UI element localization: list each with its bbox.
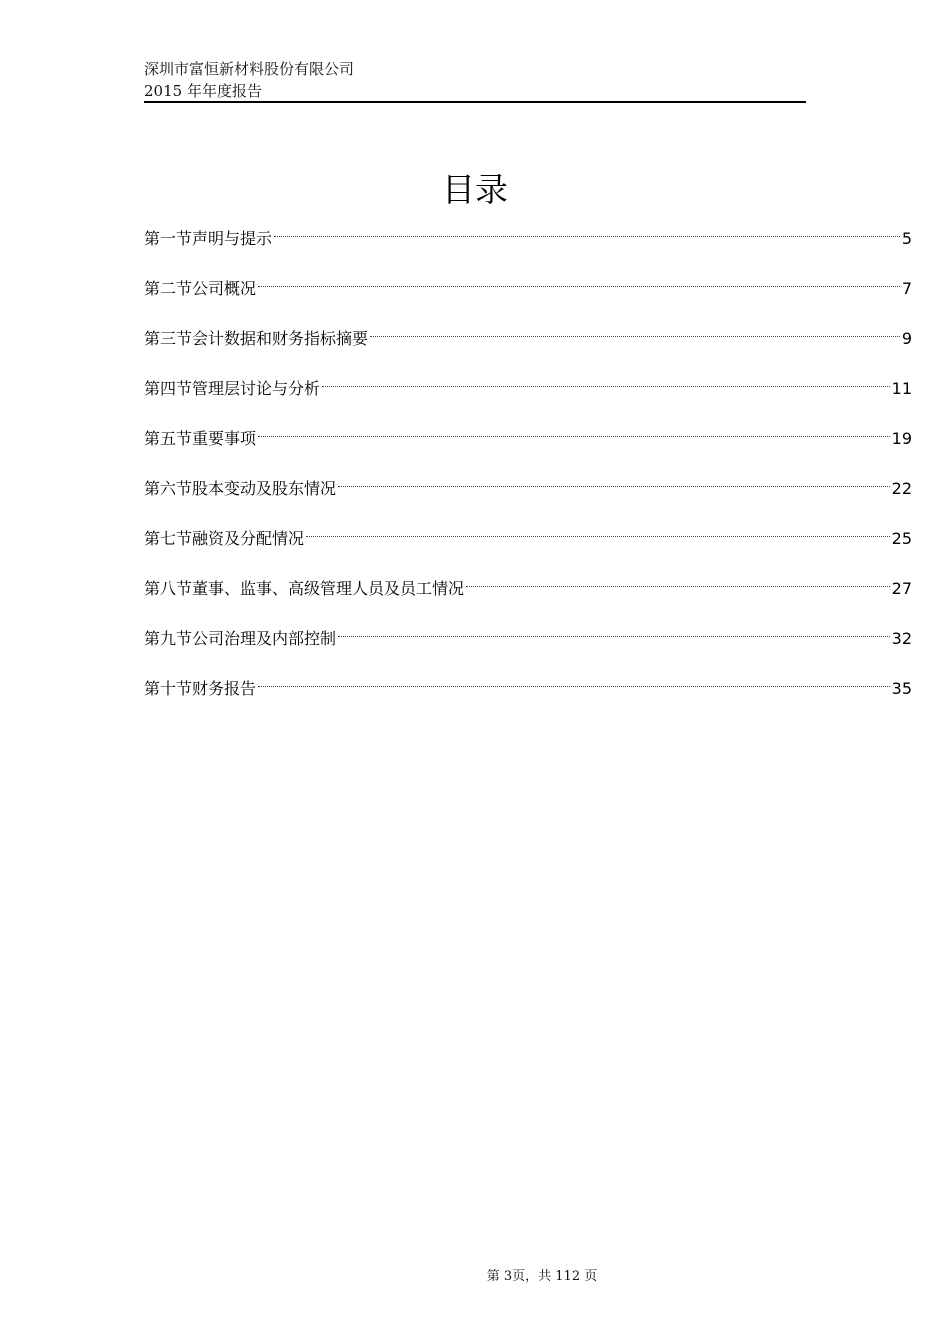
toc-entry-page: 22 [891,479,912,498]
toc-entry[interactable] [144,526,912,576]
page-footer: 第 3页，共 112 页 [486,1269,598,1284]
toc-entry-label: 第九节公司治理及内部控制 [144,629,337,648]
toc-entry-label: 第五节重要事项 [144,429,257,448]
toc-entry-page: 25 [891,529,912,548]
toc-leader-dots [338,636,890,637]
toc-entry-label: 第二节公司概况 [144,279,257,298]
toc-entry-page: 32 [891,629,912,648]
table-of-contents [144,226,912,726]
toc-entry-label: 第七节融资及分配情况 [144,529,305,548]
toc-entry-page: 19 [891,429,912,448]
toc-entry[interactable] [144,326,912,376]
toc-entry-page: 35 [891,679,912,698]
toc-entry[interactable] [144,226,912,276]
toc-entry[interactable] [144,576,912,626]
toc-entry-page: 7 [901,279,912,298]
toc-entry-label: 第十节财务报告 [144,679,257,698]
toc-title: 目录 [442,170,508,209]
toc-leader-dots [306,536,890,537]
toc-entry[interactable] [144,376,912,426]
toc-entry-page: 5 [901,229,912,248]
toc-entry-label: 第八节董事、监事、高级管理人员及员工情况 [144,579,465,598]
toc-entry-label: 第三节会计数据和财务指标摘要 [144,329,369,348]
page-header [144,58,806,102]
toc-entry-label: 第一节声明与提示 [144,229,273,248]
toc-leader-dots [338,486,890,487]
toc-leader-dots [258,686,890,687]
report-title: 2015 年年度报告 [144,82,262,100]
toc-leader-dots [466,586,890,587]
header-divider [144,101,806,103]
toc-entry-page: 9 [901,329,912,348]
toc-entry[interactable] [144,276,912,326]
toc-entry[interactable] [144,426,912,476]
toc-leader-dots [258,436,890,437]
toc-leader-dots [258,286,900,287]
company-name: 深圳市富恒新材料股份有限公司 [144,60,355,78]
toc-entry[interactable] [144,626,912,676]
toc-entry[interactable] [144,676,912,726]
toc-leader-dots [322,386,890,387]
toc-entry[interactable] [144,476,912,526]
toc-leader-dots [370,336,900,337]
toc-entry-page: 11 [891,379,912,398]
toc-entry-page: 27 [891,579,912,598]
toc-entry-label: 第四节管理层讨论与分析 [144,379,321,398]
toc-leader-dots [274,236,900,237]
toc-entry-label: 第六节股本变动及股东情况 [144,479,337,498]
